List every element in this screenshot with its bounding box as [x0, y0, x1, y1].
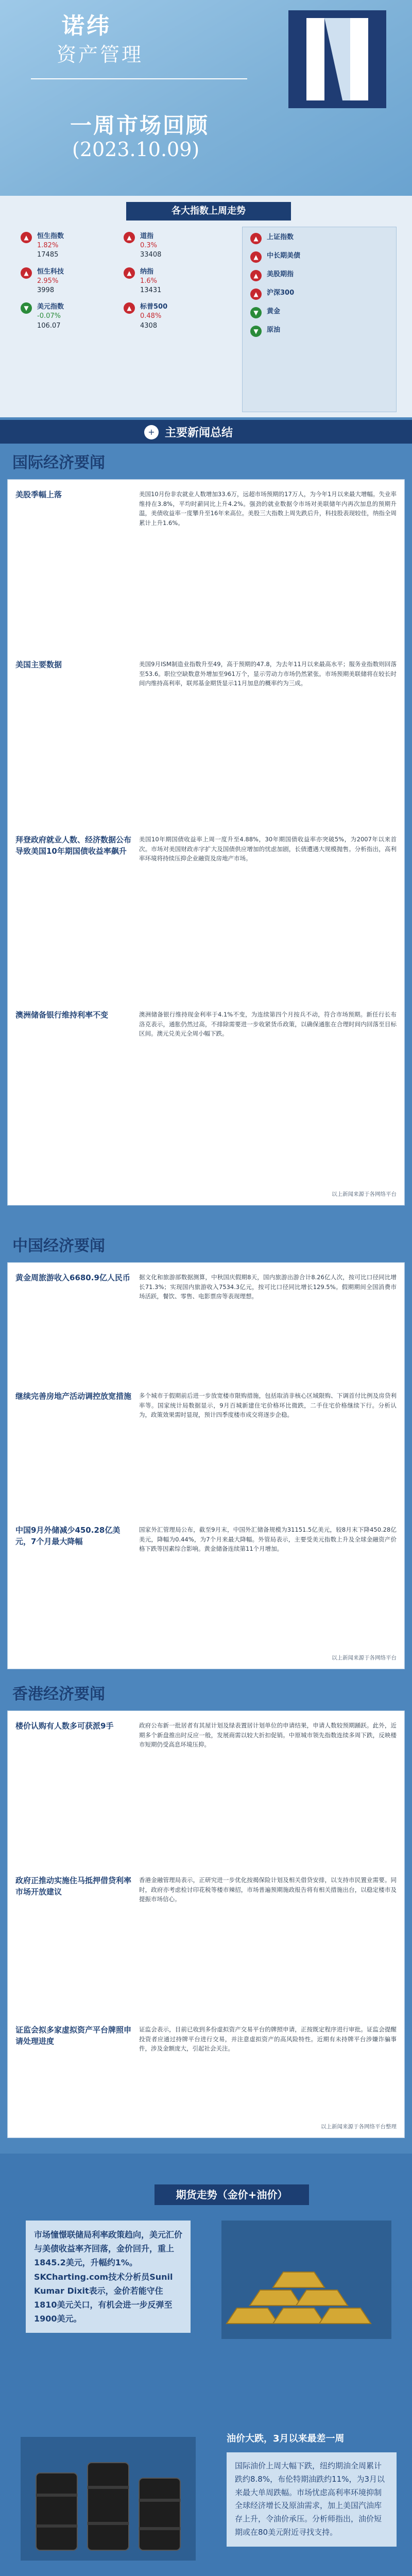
- index-hstech: ▲ 恒生科技 2.95% 3998: [21, 267, 113, 296]
- china-item-body-2: 多个城市于假期前后进一步放宽楼市限购措施，包括取消非核心区域限购、下调首付比例及房贷利率等。国家统计局数据显示，9月百城新建住宅价格环比微跌，二手住宅价格继续下行。分析认为，政策效果需时显现，预计四季度楼市成交将逐步企稳。: [139, 1392, 397, 1419]
- index-treasury: ▲ 中长期美债: [250, 251, 389, 263]
- intl-item-head-3: 拜登政府就业人数、经济数据公布导致美国10年期国债收益率飙升: [15, 835, 132, 856]
- intl-item-head-1: 美股季幅上落: [15, 490, 62, 499]
- index-hsi: ▲ 恒生指数 1.82% 17485: [21, 232, 113, 260]
- brand-subtitle: 资产管理: [57, 43, 144, 66]
- intl-item-head-2: 美国主要数据: [15, 660, 62, 669]
- indices-title: 各大指数上周走势: [126, 202, 291, 221]
- review-title: 一周市场回顾: [70, 113, 210, 138]
- futures-title: 期货走势（金价+油价）: [154, 2184, 309, 2205]
- china-item-head-2: 继续完善房地产活动调控放宽措施: [15, 1392, 132, 1401]
- china-item-head-3: 中国9月外储减少450.28亿美元，7个月最大降幅: [15, 1526, 121, 1546]
- index-nasdaq: ▲ 纳指 1.6% 13431: [124, 267, 216, 296]
- china-source: 以上新闻来源于各网络平台: [332, 1655, 397, 1661]
- index-gold: ▼ 黄金: [250, 307, 389, 318]
- index-us-futures: ▲ 美股期指: [250, 270, 389, 281]
- hk-panel: [7, 1710, 405, 2138]
- gold-bars-illustration: [221, 2221, 391, 2339]
- up-arrow-icon: ▲: [21, 232, 32, 243]
- china-title: 中国经济要闻: [12, 1237, 105, 1255]
- down-arrow-icon: ▼: [250, 307, 262, 318]
- index-sp500: ▲ 标普500 0.48% 4308: [124, 302, 216, 331]
- intl-item-body-2: 美国9月ISM制造业指数升至49，高于预期的47.8，为去年11月以来最高水平；服务业指数则回落至53.6。职位空缺数意外增加至961万个，显示劳动力市场仍然紧张。市场预期美联储将在较长时间内维持高利率，联邦基金期货显示11月加息的概率约为三成。: [139, 660, 397, 687]
- plus-icon: +: [144, 425, 159, 439]
- up-arrow-icon: ▲: [21, 267, 32, 279]
- gold-summary: 市场憧憬联储局利率政策趋向，美元汇价与美债收益率齐回落，金价回升，重上1845.2美元，升幅约1%。SKCharting.com技术分析员Sunil Kumar Dixit表示，金价若能守住1810美元关口，有机会进一步反弹至1900美元。: [26, 2221, 191, 2333]
- up-arrow-icon: ▲: [124, 232, 135, 243]
- review-date: (2023.10.09): [72, 138, 200, 161]
- indices-col-left: [21, 232, 113, 338]
- index-dxy: ▼ 美元指数 -0.07% 106.07: [21, 302, 113, 331]
- up-arrow-icon: ▲: [124, 267, 135, 279]
- hk-item-head-2: 政府正推动实施住马抵押借贷利率市场开放建议: [15, 1876, 132, 1896]
- up-arrow-icon: ▲: [250, 251, 262, 263]
- up-arrow-icon: ▲: [250, 289, 262, 300]
- oil-headline: 油价大跌，3月以来最差一周: [227, 2433, 345, 2444]
- up-arrow-icon: ▲: [250, 233, 262, 244]
- china-item-head-1: 黄金周旅游收入6680.9亿人民币: [15, 1273, 130, 1282]
- china-item-body-1: 据文化和旅游部数据测算，中秋国庆假期8天，国内旅游出游合计8.26亿人次，按可比口径同比增长71.3%；实现国内旅游收入7534.3亿元，按可比口径同比增长129.5%。假期期间全国消费市场活跃，餐饮、零售、电影票房等表现理想。: [139, 1274, 397, 1300]
- index-csi300: ▲ 沪深300: [250, 289, 389, 300]
- china-panel: [7, 1262, 405, 1669]
- intl-item-body-1: 美国10月份非农就业人数增加33.6万，远超市场预期的17万人，为今年1月以来最大增幅。失业率维持在3.8%，平均时薪同比上升4.2%。强劲的就业数据令市场对美联储年内再次加息的预期升温，美债收益率一度攀升至16年来高位。美股三大指数上周先跌后升，科技股表现较佳，纳指全周累计上升1.6%。: [139, 490, 397, 527]
- intl-item-body-4: 澳洲储备银行维持现金利率于4.1%不变，为连续第四个月按兵不动，符合市场预期。新任行长布洛克表示，通胀仍然过高，不排除需要进一步收紧货币政策，以确保通胀在合理时间内回落至目标区间。澳元兑美元全周小幅下跌。: [139, 1011, 397, 1038]
- down-arrow-icon: ▼: [250, 326, 262, 337]
- hk-source: 以上新闻来源于各网络平台整理: [321, 2124, 397, 2130]
- down-arrow-icon: ▼: [21, 302, 32, 314]
- up-arrow-icon: ▲: [124, 302, 135, 314]
- china-item-body-3: 国家外汇管理局公布，截至9月末，中国外汇储备规模为31151.5亿美元，较8月末下降450.28亿美元，降幅为0.44%，为7个月来最大降幅。外管局表示，主要受美元指数上升及全球金融资产价格下跌等因素综合影响。黄金储备连续第11个月增加。: [139, 1526, 397, 1553]
- index-oil: ▼ 原油: [250, 326, 389, 337]
- indices-col-mid: [124, 232, 216, 338]
- intl-item-body-3: 美国10年期国债收益率上周一度升至4.88%，30年期国债收益率亦突破5%，为2007年以来首次。市场对美国财政赤字扩大及国债供应增加的忧虑加剧，长债遭遇大规模抛售。分析指出，高利率环境将持续压抑企业融资及房地产市场。: [139, 836, 397, 862]
- index-shcomp: ▲ 上证指数: [250, 233, 389, 244]
- oil-barrels-illustration: [21, 2437, 196, 2561]
- hk-item-body-3: 证监会表示，目前已收到多份虚拟资产交易平台的牌照申请，正按既定程序进行审批。证监会提醒投资者应通过持牌平台进行交易，并注意虚拟资产的高风险特性。近期有未持牌平台涉嫌诈骗事件，涉及金额庞大，引起社会关注。: [139, 2026, 397, 2053]
- hk-title: 香港经济要闻: [12, 1685, 105, 1703]
- hk-item-head-1: 楼价认购有人数多可获派9手: [15, 1721, 114, 1731]
- hk-item-body-1: 政府公布新一批居者有其屋计划及绿表置居计划单位的申请结果，申请人数较预期踊跃。此外，近期多个新盘推出时反应一般，发展商需以较大折扣促销。中原城市领先指数连续多周下跌，反映楼市短期仍受高息环境压抑。: [139, 1722, 397, 1749]
- index-dow: ▲ 道指 0.3% 33408: [124, 232, 216, 260]
- intl-source: 以上新闻来源于各网络平台: [332, 1191, 397, 1197]
- oil-summary: 国际油价上周大幅下跌，纽约期油全周累计跌约8.8%，布伦特期油跌约11%，为3月以来最大单周跌幅。市场忧虑高利率环境抑制全球经济增长及原油需求，加上美国汽油库存上升，令油价承压。分析师指出，油价短期或在80美元附近寻找支持。: [227, 2452, 397, 2547]
- up-arrow-icon: ▲: [250, 270, 262, 281]
- indices-col-right: [250, 233, 389, 344]
- hk-item-head-3: 证监会拟多家虚拟资产平台牌照申请处理进度: [15, 2025, 132, 2046]
- brand-name: 诺纬: [62, 13, 111, 39]
- intl-title: 国际经济要闻: [12, 454, 105, 472]
- logo-n-icon: [296, 13, 379, 106]
- divider: [31, 78, 247, 79]
- hk-item-body-2: 香港金融管理局表示，正研究进一步优化按揭保险计划及相关借贷安排，以支持市民置业需要。同时，政府亦考虑检讨印花税等楼市辣招，市场普遍预期施政报告将有相关措施出台，以稳定楼市及提振市场信心。: [139, 1876, 397, 1903]
- intl-item-head-4: 澳洲储备银行维持利率不变: [15, 1010, 109, 1020]
- section-bar-news: + 主要新闻总结: [0, 420, 412, 444]
